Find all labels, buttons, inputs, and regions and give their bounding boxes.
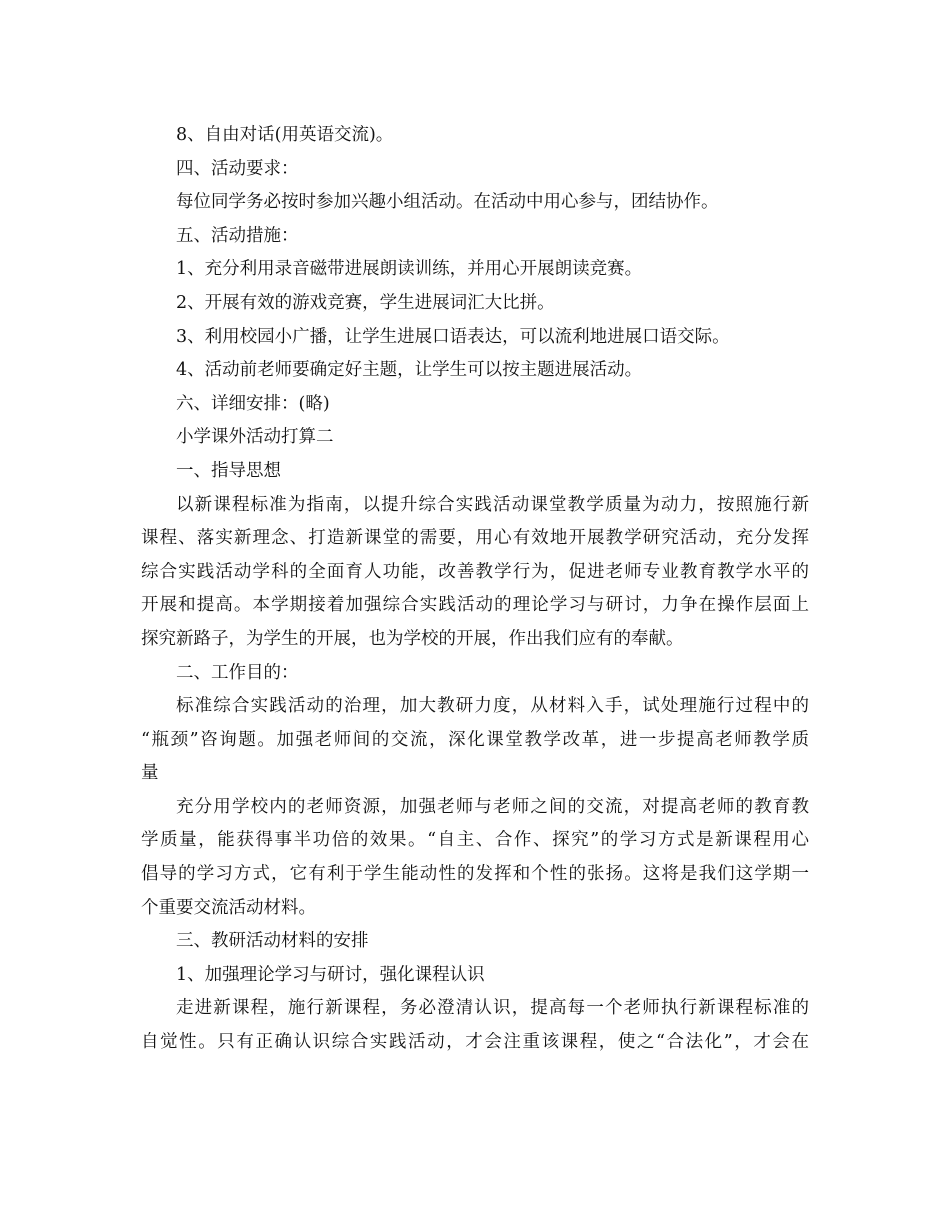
text-line: 三、教研活动材料的安排: [176, 931, 369, 952]
text-line: 充分用学校内的老师资源，加强老师与老师之间的交流，对提高老师的教育教: [176, 796, 809, 817]
text-line: 2、开展有效的游戏竞赛，学生进展词汇大比拼。: [176, 292, 555, 313]
text-line: 倡导的学习方式，它有利于学生能动性的发挥和个性的张扬。这将是我们这学期一: [141, 864, 809, 885]
text-line: 个重要交流活动材料。: [141, 897, 316, 918]
text-line: 小学课外活动打算二: [176, 427, 334, 448]
text-line: 四、活动要求：: [176, 158, 299, 179]
text-line: 1、加强理论学习与研讨，强化课程认识: [176, 964, 485, 985]
text-line: 8、自由对话(用英语交流)。: [176, 125, 394, 145]
text-line: 标准综合实践活动的治理，加大教研力度，从材料入手，试处理施行过程中的: [176, 696, 809, 717]
text-line: 五、活动措施：: [176, 225, 299, 246]
text-line: “瓶颈”咨询题。加强老师间的交流，深化课堂教学改革，进一步提高老师教学质: [141, 729, 809, 750]
text-line: 4、活动前老师要确定好主题，让学生可以按主题进展活动。: [176, 360, 643, 381]
text-line: 1、充分利用录音磁带进展朗读训练，并用心开展朗读竞赛。: [176, 259, 643, 280]
text-line: 自觉性。只有正确认识综合实践活动，才会注重该课程，使之“合法化”，才会在: [141, 1032, 809, 1053]
text-line: 综合实践活动学科的全面育人功能，改善教学行为，促进老师专业教育教学水平的: [141, 561, 809, 582]
text-line: 二、工作目的：: [176, 662, 299, 683]
text-line: 每位同学务必按时参加兴趣小组活动。在活动中用心参与，团结协作。: [176, 192, 719, 213]
text-line: 走进新课程，施行新课程，务必澄清认识，提高每一个老师执行新课程标准的: [176, 998, 809, 1019]
text-line: 学质量，能获得事半功倍的效果。“自主、合作、探究”的学习方式是新课程用心: [141, 830, 809, 851]
document-body: [141, 119, 809, 1060]
text-line: 探究新路子，为学生的开展，也为学校的开展，作出我们应有的奉献。: [141, 628, 684, 649]
text-line: 开展和提高。本学期接着加强综合实践活动的理论学习与研讨，力争在操作层面上: [141, 595, 809, 616]
text-line: 课程、落实新理念、打造新课堂的需要，用心有效地开展教学研究活动，充分发挥: [141, 528, 809, 549]
text-line: 量: [141, 763, 159, 784]
text-line: 六、详细安排：(略): [176, 393, 330, 414]
text-line: 一、指导思想: [176, 460, 281, 481]
text-line: 3、利用校园小广播，让学生进展口语表达，可以流利地进展口语交际。: [176, 326, 730, 347]
text-line: 以新课程标准为指南，以提升综合实践活动课堂教学质量为动力，按照施行新: [176, 494, 809, 515]
